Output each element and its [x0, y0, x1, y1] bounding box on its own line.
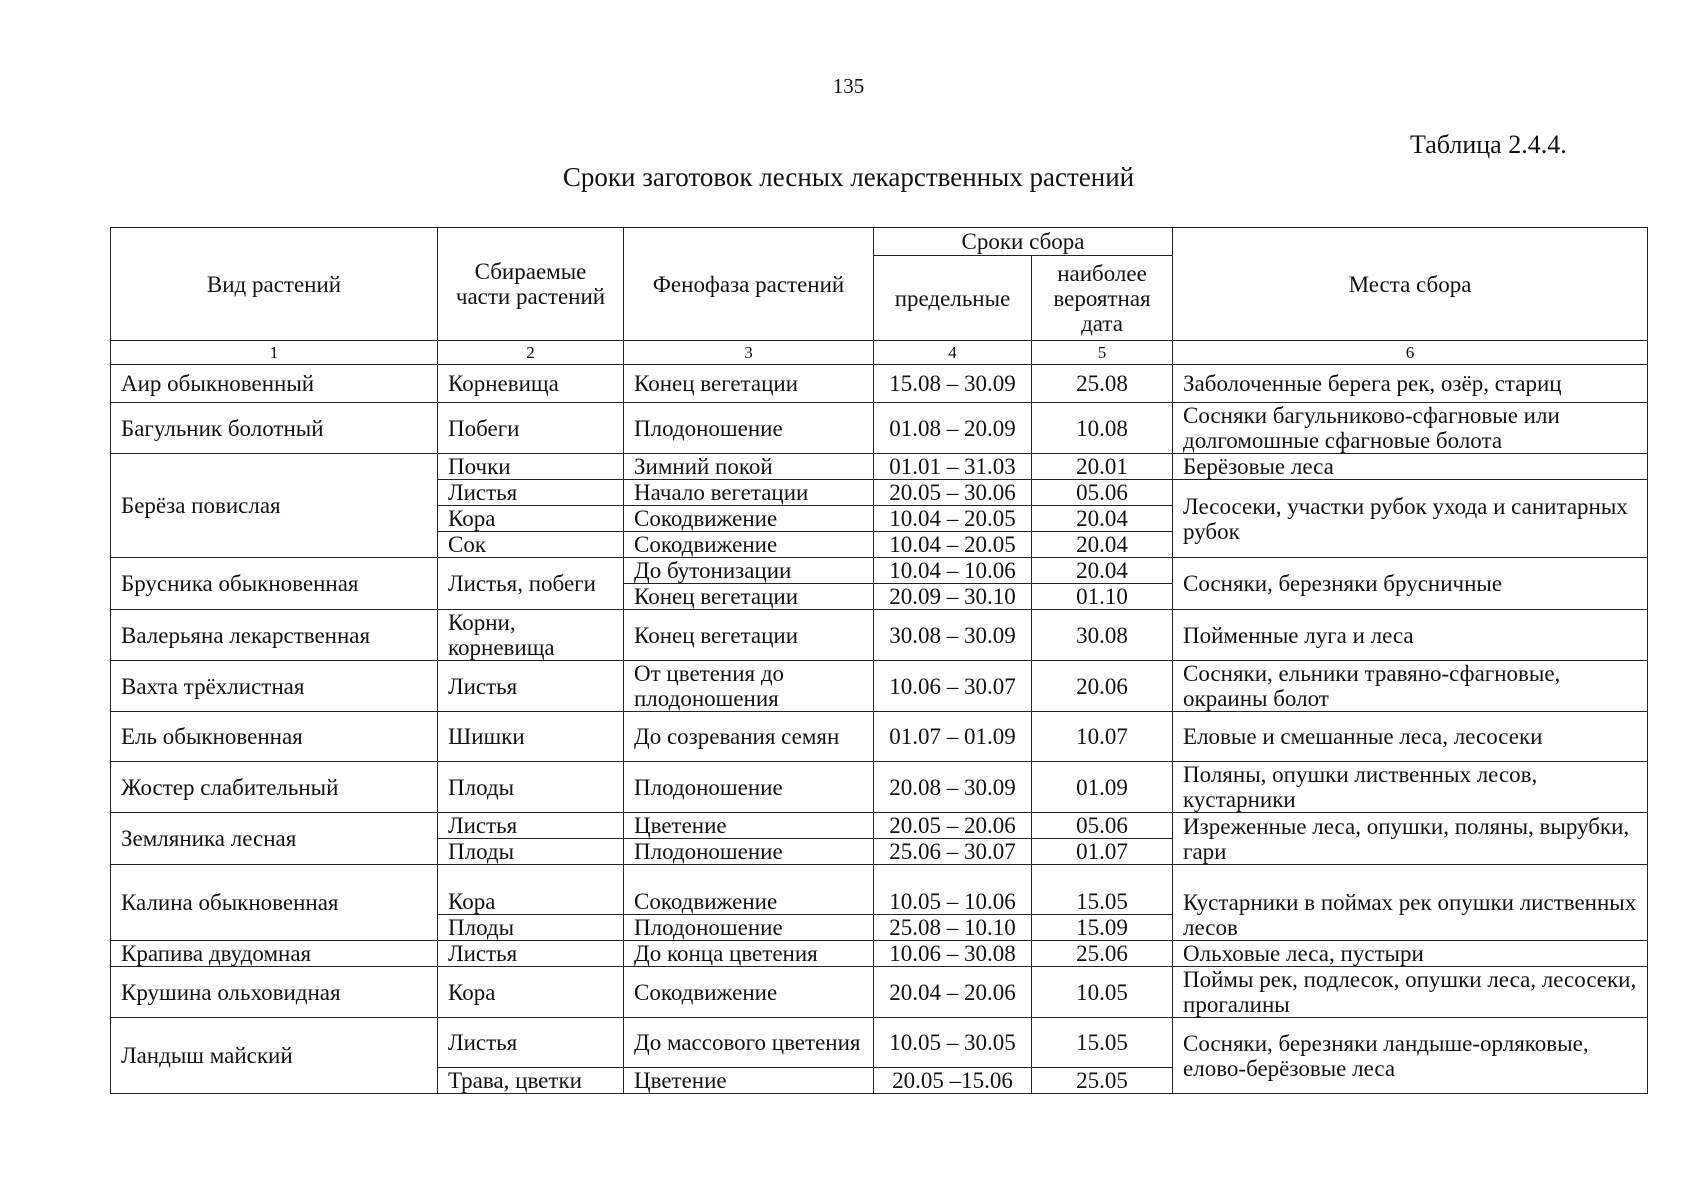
parts-cell: Плоды [438, 839, 624, 865]
date-cell: 05.06 [1032, 813, 1173, 839]
column-number: 6 [1173, 341, 1648, 365]
date-cell: 30.08 [1032, 610, 1173, 661]
table-row [111, 941, 1648, 967]
parts-cell: Плоды [438, 762, 624, 813]
species-cell: Аир обыкновенный [111, 365, 438, 403]
place-cell: Сосняки, березняки ландыше-орляковые, елово-берёзовые леса [1173, 1018, 1648, 1094]
table-title: Сроки заготовок лесных лекарственных растений [562, 162, 1135, 192]
species-cell: Берёза повислая [111, 454, 438, 558]
table-row [111, 865, 1648, 915]
species-cell: Вахта трёхлистная [111, 661, 438, 712]
header-phenophase: Фенофаза растений [624, 228, 874, 341]
phase-cell: Сокодвижение [624, 532, 874, 558]
date-cell: 20.06 [1032, 661, 1173, 712]
limit-cell: 01.08 – 20.09 [874, 403, 1032, 454]
phase-cell: Плодоношение [624, 403, 874, 454]
phase-cell: До конца цветения [624, 941, 874, 967]
limit-cell: 10.04 – 20.05 [874, 506, 1032, 532]
table-row [111, 661, 1648, 712]
page-number: 135 [832, 74, 865, 98]
harvest-table [110, 227, 1648, 1094]
phase-cell: До созревания семян [624, 712, 874, 762]
date-cell: 15.05 [1032, 1018, 1173, 1068]
limit-cell: 30.08 – 30.09 [874, 610, 1032, 661]
column-number: 1 [111, 341, 438, 365]
limit-cell: 10.04 – 10.06 [874, 558, 1032, 584]
place-cell: Поляны, опушки лиственных лесов, кустарники [1173, 762, 1648, 813]
date-cell: 20.04 [1032, 506, 1173, 532]
table-row [111, 712, 1648, 762]
date-cell: 20.04 [1032, 532, 1173, 558]
phase-cell: Начало вегетации [624, 480, 874, 506]
phase-cell: От цветения до плодоношения [624, 661, 874, 712]
date-cell: 01.10 [1032, 584, 1173, 610]
species-cell: Ель обыкновенная [111, 712, 438, 762]
phase-cell: Конец вегетации [624, 584, 874, 610]
limit-cell: 20.08 – 30.09 [874, 762, 1032, 813]
phase-cell: Цветение [624, 813, 874, 839]
species-cell: Калина обыкновенная [111, 865, 438, 941]
parts-cell: Листья [438, 1018, 624, 1068]
place-cell: Берёзовые леса [1173, 454, 1648, 480]
date-cell: 25.08 [1032, 365, 1173, 403]
phase-cell: До бутонизации [624, 558, 874, 584]
limit-cell: 20.04 – 20.06 [874, 967, 1032, 1018]
phase-cell: Плодоношение [624, 762, 874, 813]
table-label: Таблица 2.4.4. [1410, 130, 1567, 159]
limit-cell: 10.05 – 10.06 [874, 865, 1032, 915]
place-cell: Еловые и смешанные леса, лесосеки [1173, 712, 1648, 762]
date-cell: 10.07 [1032, 712, 1173, 762]
parts-cell: Почки [438, 454, 624, 480]
place-cell: Ольховые леса, пустыри [1173, 941, 1648, 967]
date-cell: 25.05 [1032, 1068, 1173, 1094]
parts-cell: Листья [438, 941, 624, 967]
table-row [111, 454, 1648, 480]
header-parts: Сбираемые части растений [438, 228, 624, 341]
parts-cell: Плоды [438, 915, 624, 941]
table-row [111, 610, 1648, 661]
phase-cell: Плодоношение [624, 839, 874, 865]
parts-cell: Корневища [438, 365, 624, 403]
place-cell: Сосняки, ельники травяно-сфагновые, окраины болот [1173, 661, 1648, 712]
limit-cell: 10.06 – 30.08 [874, 941, 1032, 967]
parts-cell: Кора [438, 865, 624, 915]
limit-cell: 20.05 – 30.06 [874, 480, 1032, 506]
parts-cell: Листья, побеги [438, 558, 624, 610]
phase-cell: Плодоношение [624, 915, 874, 941]
date-cell: 01.09 [1032, 762, 1173, 813]
date-cell: 20.01 [1032, 454, 1173, 480]
parts-cell: Трава, цветки [438, 1068, 624, 1094]
date-cell: 10.08 [1032, 403, 1173, 454]
parts-cell: Побеги [438, 403, 624, 454]
table-row [111, 365, 1648, 403]
place-cell: Сосняки багульниково-сфагновые или долгомошные сфагновые болота [1173, 403, 1648, 454]
column-numbers-row [111, 341, 1648, 365]
place-cell: Пойменные луга и леса [1173, 610, 1648, 661]
parts-cell: Листья [438, 813, 624, 839]
phase-cell: Конец вегетации [624, 365, 874, 403]
header-species: Вид растений [111, 228, 438, 341]
place-cell: Сосняки, березняки брусничные [1173, 558, 1648, 610]
date-cell: 10.05 [1032, 967, 1173, 1018]
parts-cell: Корни, корневища [438, 610, 624, 661]
limit-cell: 20.09 – 30.10 [874, 584, 1032, 610]
table-row [111, 558, 1648, 584]
limit-cell: 25.08 – 10.10 [874, 915, 1032, 941]
species-cell: Жостер слабительный [111, 762, 438, 813]
place-cell: Поймы рек, подлесок, опушки леса, лесосеки, прогалины [1173, 967, 1648, 1018]
date-cell: 25.06 [1032, 941, 1173, 967]
limit-cell: 20.05 – 20.06 [874, 813, 1032, 839]
species-cell: Земляника лесная [111, 813, 438, 865]
date-cell: 15.09 [1032, 915, 1173, 941]
limit-cell: 10.04 – 20.05 [874, 532, 1032, 558]
phase-cell: Конец вегетации [624, 610, 874, 661]
column-number: 2 [438, 341, 624, 365]
table-body [111, 365, 1648, 1094]
limit-cell: 10.05 – 30.05 [874, 1018, 1032, 1068]
column-number: 3 [624, 341, 874, 365]
limit-cell: 20.05 –15.06 [874, 1068, 1032, 1094]
parts-cell: Кора [438, 506, 624, 532]
parts-cell: Шишки [438, 712, 624, 762]
date-cell: 01.07 [1032, 839, 1173, 865]
table-row [111, 967, 1648, 1018]
column-number: 4 [874, 341, 1032, 365]
species-cell: Крапива двудомная [111, 941, 438, 967]
species-cell: Ландыш майский [111, 1018, 438, 1094]
parts-cell: Кора [438, 967, 624, 1018]
limit-cell: 10.06 – 30.07 [874, 661, 1032, 712]
species-cell: Брусника обыкновенная [111, 558, 438, 610]
phase-cell: Сокодвижение [624, 865, 874, 915]
species-cell: Багульник болотный [111, 403, 438, 454]
table-header [111, 228, 1648, 365]
limit-cell: 25.06 – 30.07 [874, 839, 1032, 865]
date-cell: 15.05 [1032, 865, 1173, 915]
limit-cell: 15.08 – 30.09 [874, 365, 1032, 403]
parts-cell: Листья [438, 480, 624, 506]
parts-cell: Сок [438, 532, 624, 558]
header-terms: Сроки сбора [874, 228, 1173, 256]
table-row [111, 762, 1648, 813]
date-cell: 20.04 [1032, 558, 1173, 584]
date-cell: 05.06 [1032, 480, 1173, 506]
place-cell: Изреженные леса, опушки, поляны, вырубки, гари [1173, 813, 1648, 865]
species-cell: Крушина ольховидная [111, 967, 438, 1018]
species-cell: Валерьяна лекарственная [111, 610, 438, 661]
limit-cell: 01.01 – 31.03 [874, 454, 1032, 480]
table-row [111, 1018, 1648, 1068]
table-row [111, 813, 1648, 839]
phase-cell: Зимний покой [624, 454, 874, 480]
table-row [111, 403, 1648, 454]
place-cell: Лесосеки, участки рубок ухода и санитарных рубок [1173, 480, 1648, 558]
phase-cell: Сокодвижение [624, 967, 874, 1018]
parts-cell: Листья [438, 661, 624, 712]
phase-cell: Цветение [624, 1068, 874, 1094]
phase-cell: До массового цветения [624, 1018, 874, 1068]
limit-cell: 01.07 – 01.09 [874, 712, 1032, 762]
place-cell: Заболоченные берега рек, озёр, стариц [1173, 365, 1648, 403]
column-number: 5 [1032, 341, 1173, 365]
place-cell: Кустарники в поймах рек опушки лиственных лесов [1173, 865, 1648, 941]
header-limit: предельные [874, 256, 1032, 341]
header-likely: наиболее вероятная дата [1032, 256, 1173, 341]
header-places: Места сбора [1173, 228, 1648, 341]
phase-cell: Сокодвижение [624, 506, 874, 532]
